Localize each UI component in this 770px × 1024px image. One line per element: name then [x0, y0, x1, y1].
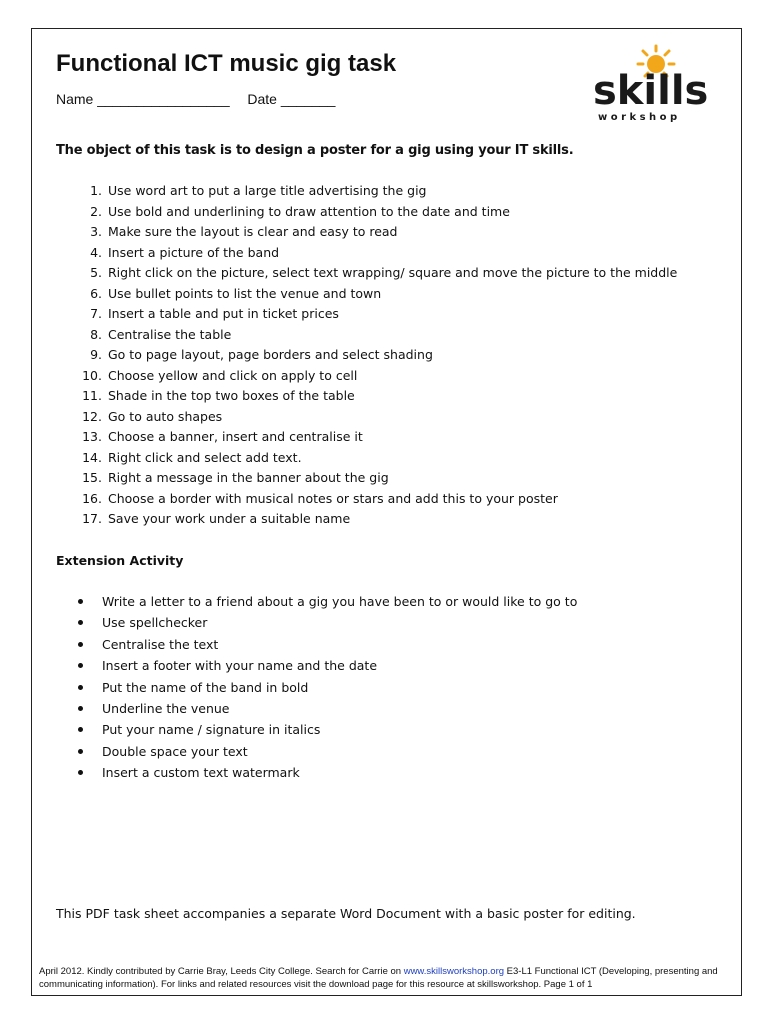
extension-item-text: Double space your text [102, 743, 248, 759]
extension-item-text: Use spellchecker [102, 615, 208, 631]
footer-link[interactable]: www.skillsworkshop.org [403, 966, 505, 977]
name-field-label: Name _________________ [56, 91, 230, 107]
footer-text-2: E3-L1 Functional ICT (Developing, presenting and communicating information). For links and related resources visit the download page for this resource at skillsworkshop. Page 1 of 1 [39, 966, 718, 990]
logo-subword: w o r k s h o p [598, 112, 678, 123]
extension-item [56, 591, 577, 612]
step-text: Right click on the picture, select text wrapping/ square and move the picture to the middle [108, 265, 678, 280]
intro-text: The object of this task is to design a poster for a gig using your IT skills. [56, 143, 574, 158]
step-number: 17. [82, 511, 102, 526]
bullet-icon [56, 634, 102, 655]
name-date-line [56, 91, 335, 107]
step-number: 11. [82, 388, 102, 403]
step-text: Use bold and underlining to draw attention to the date and time [108, 203, 510, 219]
step-item [56, 243, 677, 264]
step-item [56, 263, 677, 284]
step-number: 4. [90, 244, 102, 260]
step-number: 8. [90, 326, 102, 342]
step-text: Make sure the layout is clear and easy to read [108, 224, 398, 239]
step-item [56, 181, 677, 202]
page-title: Functional ICT music gig task [56, 50, 397, 77]
step-number: 3. [90, 224, 102, 239]
extension-item-text: Centralise the text [102, 636, 219, 652]
step-item [56, 325, 677, 346]
date-field-label: Date _______ [247, 91, 336, 107]
step-item [56, 468, 677, 489]
skills-workshop-logo [590, 42, 722, 124]
step-item [56, 202, 677, 223]
extension-item-text: Put your name / signature in italics [102, 722, 321, 738]
step-number: 10. [82, 367, 102, 383]
step-number: 13. [82, 429, 102, 444]
step-item [56, 345, 677, 366]
extension-item-text: Insert a footer with your name and the date [102, 658, 378, 674]
extension-item [56, 677, 577, 698]
bullet-icon [56, 741, 102, 762]
step-text: Use word art to put a large title advertising the gig [108, 183, 427, 198]
footer-text-1: April 2012. Kindly contributed by Carrie Bray, Leeds City College. Search for Carrie on [39, 966, 404, 977]
step-number: 15. [82, 470, 102, 485]
step-number: 9. [90, 347, 102, 362]
step-item [56, 386, 677, 407]
bullet-icon [56, 655, 102, 676]
step-number: 7. [90, 306, 102, 321]
bullet-icon [56, 719, 102, 740]
bullet-icon [56, 698, 102, 719]
step-text: Go to page layout, page borders and select shading [108, 347, 433, 362]
extension-list [56, 591, 577, 784]
extension-item [56, 698, 577, 719]
extension-item [56, 719, 577, 740]
step-item [56, 284, 677, 305]
extension-item-text: Put the name of the band in bold [102, 679, 309, 695]
step-item [56, 509, 677, 530]
step-item [56, 407, 677, 428]
step-text: Choose a border with musical notes or stars and add this to your poster [108, 490, 558, 506]
page-footer [39, 965, 739, 991]
step-text: Save your work under a suitable name [108, 511, 351, 526]
step-number: 5. [90, 265, 102, 280]
extension-item [56, 634, 577, 655]
step-number: 16. [82, 490, 102, 506]
extension-heading: Extension Activity [56, 553, 184, 568]
step-text: Choose yellow and click on apply to cell [108, 367, 358, 383]
bullet-icon [56, 762, 102, 783]
step-item [56, 448, 677, 469]
step-text: Use bullet points to list the venue and town [108, 285, 382, 301]
extension-item [56, 762, 577, 783]
step-number: 1. [90, 183, 102, 198]
step-text: Insert a table and put in ticket prices [108, 306, 339, 321]
bullet-icon [56, 591, 102, 612]
extension-item-text: Insert a custom text watermark [102, 765, 300, 781]
extension-item [56, 655, 577, 676]
step-text: Right click and select add text. [108, 449, 302, 465]
extension-item-text: Underline the venue [102, 700, 230, 716]
extension-item-text: Write a letter to a friend about a gig you have been to or would like to go to [102, 594, 578, 609]
step-item [56, 489, 677, 510]
extension-item [56, 741, 577, 762]
bullet-icon [56, 677, 102, 698]
step-item [56, 366, 677, 387]
step-text: Go to auto shapes [108, 408, 223, 424]
steps-list [56, 181, 677, 530]
step-number: 12. [82, 408, 102, 424]
step-number: 6. [90, 285, 102, 301]
logo-word: skills [593, 68, 709, 114]
step-text: Right a message in the banner about the gig [108, 470, 389, 485]
step-number: 14. [82, 449, 102, 465]
step-text: Insert a picture of the band [108, 244, 280, 260]
step-item [56, 304, 677, 325]
bullet-icon [56, 612, 102, 633]
step-text: Centralise the table [108, 326, 232, 342]
step-number: 2. [90, 203, 102, 219]
step-text: Choose a banner, insert and centralise it [108, 429, 363, 444]
extension-item [56, 612, 577, 633]
step-item [56, 222, 677, 243]
step-text: Shade in the top two boxes of the table [108, 388, 355, 403]
closing-note: This PDF task sheet accompanies a separate Word Document with a basic poster for editing. [56, 906, 636, 921]
step-item [56, 427, 677, 448]
